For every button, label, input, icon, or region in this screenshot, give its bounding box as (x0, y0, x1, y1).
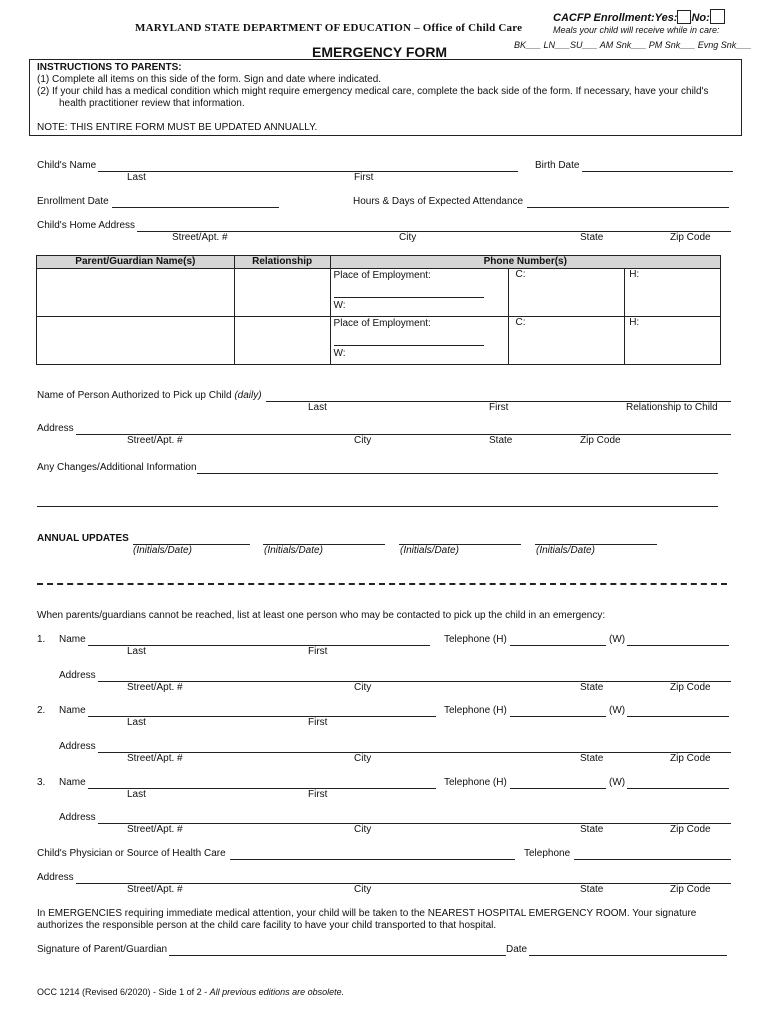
pickup-address-label: Address (37, 423, 74, 434)
signature-label: Signature of Parent/Guardian (37, 944, 168, 955)
changes-field-2[interactable] (37, 506, 718, 507)
form-title: EMERGENCY FORM (312, 44, 448, 60)
child-name-label: Child's Name (37, 160, 97, 171)
contact-number: 2. (37, 705, 46, 716)
cell-phone-cell[interactable] (509, 317, 625, 365)
phone-header: Phone Number(s) (330, 256, 720, 269)
contact-name-label: Name (59, 634, 86, 645)
cacfp-yes-checkbox[interactable] (677, 10, 691, 24)
hours-field[interactable] (527, 207, 729, 208)
signature-date-label: Date (506, 944, 528, 955)
meals-options[interactable]: BK___ LN___SU___ AM Snk___ PM Snk___ Evng Snk___ (514, 40, 752, 50)
contact-tel-h-label: Telephone (H) (444, 777, 507, 788)
birth-date-field[interactable] (582, 171, 733, 172)
contact-state-caption: State (580, 824, 604, 835)
signature-field[interactable] (169, 955, 506, 956)
physician-telephone-label: Telephone (524, 848, 571, 859)
contact-tel-h-label: Telephone (H) (444, 705, 507, 716)
pickup-street-caption: Street/Apt. # (127, 435, 183, 446)
contact-street-caption: Street/Apt. # (127, 753, 183, 764)
changes-field[interactable] (197, 473, 718, 474)
contact-tel-w-field[interactable] (627, 716, 729, 717)
child-last-caption: Last (127, 172, 146, 183)
contact-last-caption: Last (127, 789, 146, 800)
employment-label: Place of Employment: (333, 318, 431, 329)
pickup-label (37, 390, 262, 401)
enrollment-date-field[interactable] (112, 207, 279, 208)
home-state-caption: State (580, 232, 604, 243)
cell-phone-label: C: (515, 317, 526, 328)
contact-address-label: Address (59, 812, 96, 823)
physician-telephone-field[interactable] (574, 859, 731, 860)
annual-initials-caption: (Initials/Date) (264, 545, 323, 556)
work-phone-label: W: (333, 300, 346, 311)
annual-initials-caption: (Initials/Date) (133, 545, 192, 556)
guardian-name-cell[interactable] (37, 269, 235, 317)
contact-state-caption: State (580, 682, 604, 693)
changes-label: Any Changes/Additional Information (37, 462, 197, 473)
contact-tel-h-field[interactable] (510, 645, 606, 646)
contact-first-caption: First (308, 789, 328, 800)
contact-city-caption: City (354, 753, 372, 764)
contact-tel-h-field[interactable] (510, 788, 606, 789)
physician-address-label: Address (37, 872, 74, 883)
cacfp-no-checkbox[interactable] (710, 9, 725, 24)
annual-initials-caption: (Initials/Date) (536, 545, 595, 556)
home-phone-cell[interactable] (625, 269, 721, 317)
instruction-2-cont: health practitioner review that information. (59, 98, 245, 109)
emergency-intro: When parents/guardians cannot be reached, list at least one person who may be contacted to pick up the child in an emergency: (37, 610, 606, 621)
physician-field[interactable] (230, 859, 515, 860)
guardian-name-cell[interactable] (37, 317, 235, 365)
physician-city-caption: City (354, 884, 372, 895)
consent-text-1: In EMERGENCIES requiring immediate medical attention, your child will be taken to the NEAREST HOSPITAL EMERGENCY ROOM. Your signature (37, 908, 697, 919)
instruction-note: NOTE: THIS ENTIRE FORM MUST BE UPDATED ANNUALLY. (37, 122, 318, 133)
enrollment-date-label: Enrollment Date (37, 196, 109, 207)
signature-date-field[interactable] (529, 955, 727, 956)
contact-first-caption: First (308, 646, 328, 657)
birth-date-label: Birth Date (535, 160, 580, 171)
contact-tel-w-label: (W) (609, 705, 626, 716)
physician-street-caption: Street/Apt. # (127, 884, 183, 895)
footer (37, 987, 344, 997)
meals-label: Meals your child will receive while in care: (553, 25, 720, 35)
relationship-header: Relationship (234, 256, 330, 269)
guardian-table (36, 255, 721, 365)
contact-street-caption: Street/Apt. # (127, 824, 183, 835)
pickup-first-caption: First (489, 402, 509, 413)
contact-address-label: Address (59, 741, 96, 752)
cell-phone-cell[interactable] (509, 269, 625, 317)
cacfp-no-label: No: (691, 12, 710, 24)
pickup-city-caption: City (354, 435, 372, 446)
physician-state-caption: State (580, 884, 604, 895)
contact-number: 3. (37, 777, 46, 788)
home-address-label: Child's Home Address (37, 220, 136, 231)
instruction-2: (2) If your child has a medical condition which might require emergency medical care, complete the back side of the form. If necessary, have your child's (37, 86, 709, 97)
cell-phone-label: C: (515, 269, 526, 280)
contact-zip-caption: Zip Code (670, 824, 711, 835)
contact-tel-w-field[interactable] (627, 788, 729, 789)
physician-label: Child's Physician or Source of Health Care (37, 848, 226, 859)
contact-address-field[interactable] (98, 681, 731, 682)
contact-address-field[interactable] (98, 823, 731, 824)
instruction-1: (1) Complete all items on this side of the form. Sign and date where indicated. (37, 74, 382, 85)
contact-number: 1. (37, 634, 46, 645)
employment-line[interactable] (334, 345, 484, 346)
consent-text-2: authorizes the responsible person at the child care facility to have your child transported to that hospital. (37, 920, 497, 931)
guardian-row (37, 317, 721, 365)
contact-state-caption: State (580, 753, 604, 764)
employment-cell[interactable] (330, 317, 509, 365)
pickup-last-caption: Last (308, 402, 327, 413)
pickup-relationship-caption: Relationship to Child (626, 402, 718, 413)
guardian-row (37, 269, 721, 317)
child-first-caption: First (354, 172, 374, 183)
contact-name-label: Name (59, 705, 86, 716)
instructions-heading: INSTRUCTIONS TO PARENTS: (37, 62, 182, 73)
hours-label: Hours & Days of Expected Attendance (353, 196, 524, 207)
contact-tel-w-field[interactable] (627, 645, 729, 646)
cacfp-yes-label: CACFP Enrollment:Yes: (553, 12, 678, 24)
cut-line-divider (37, 583, 727, 585)
agency-title: MARYLAND STATE DEPARTMENT OF EDUCATION – Office of Child Care (135, 22, 523, 34)
pickup-label-text: Name of Person Authorized to Pick up Child (37, 390, 232, 401)
footer-form-id: OCC 1214 (Revised 6/2020) - Side 1 of 2 - (37, 987, 210, 997)
contact-tel-h-label: Telephone (H) (444, 634, 507, 645)
contact-last-caption: Last (127, 717, 146, 728)
annual-initials-caption: (Initials/Date) (400, 545, 459, 556)
contact-first-caption: First (308, 717, 328, 728)
pickup-daily: (daily) (234, 390, 262, 401)
footer-obsolete-note: All previous editions are obsolete. (209, 987, 345, 997)
contact-tel-h-field[interactable] (510, 716, 606, 717)
contact-last-caption: Last (127, 646, 146, 657)
home-zip-caption: Zip Code (670, 232, 711, 243)
physician-zip-caption: Zip Code (670, 884, 711, 895)
work-phone-label: W: (333, 348, 346, 359)
contact-street-caption: Street/Apt. # (127, 682, 183, 693)
pickup-zip-caption: Zip Code (580, 435, 621, 446)
contact-address-label: Address (59, 670, 96, 681)
home-city-caption: City (399, 232, 417, 243)
contact-tel-w-label: (W) (609, 777, 626, 788)
home-phone-label: H: (629, 317, 640, 328)
guardian-name-header: Parent/Guardian Name(s) (37, 256, 235, 269)
employment-line[interactable] (334, 297, 484, 298)
contact-zip-caption: Zip Code (670, 682, 711, 693)
employment-cell[interactable] (330, 269, 509, 317)
pickup-state-caption: State (489, 435, 513, 446)
contact-zip-caption: Zip Code (670, 753, 711, 764)
contact-name-label: Name (59, 777, 86, 788)
home-phone-cell[interactable] (625, 317, 721, 365)
contact-address-field[interactable] (98, 752, 731, 753)
cacfp-enrollment (553, 9, 725, 24)
child-name-field[interactable] (98, 171, 518, 172)
contact-city-caption: City (354, 824, 372, 835)
relationship-cell[interactable] (234, 317, 330, 365)
relationship-cell[interactable] (234, 269, 330, 317)
contact-city-caption: City (354, 682, 372, 693)
annual-updates-label: ANNUAL UPDATES (37, 533, 129, 544)
home-phone-label: H: (629, 269, 640, 280)
home-street-caption: Street/Apt. # (172, 232, 228, 243)
contact-tel-w-label: (W) (609, 634, 626, 645)
employment-label: Place of Employment: (333, 270, 431, 281)
